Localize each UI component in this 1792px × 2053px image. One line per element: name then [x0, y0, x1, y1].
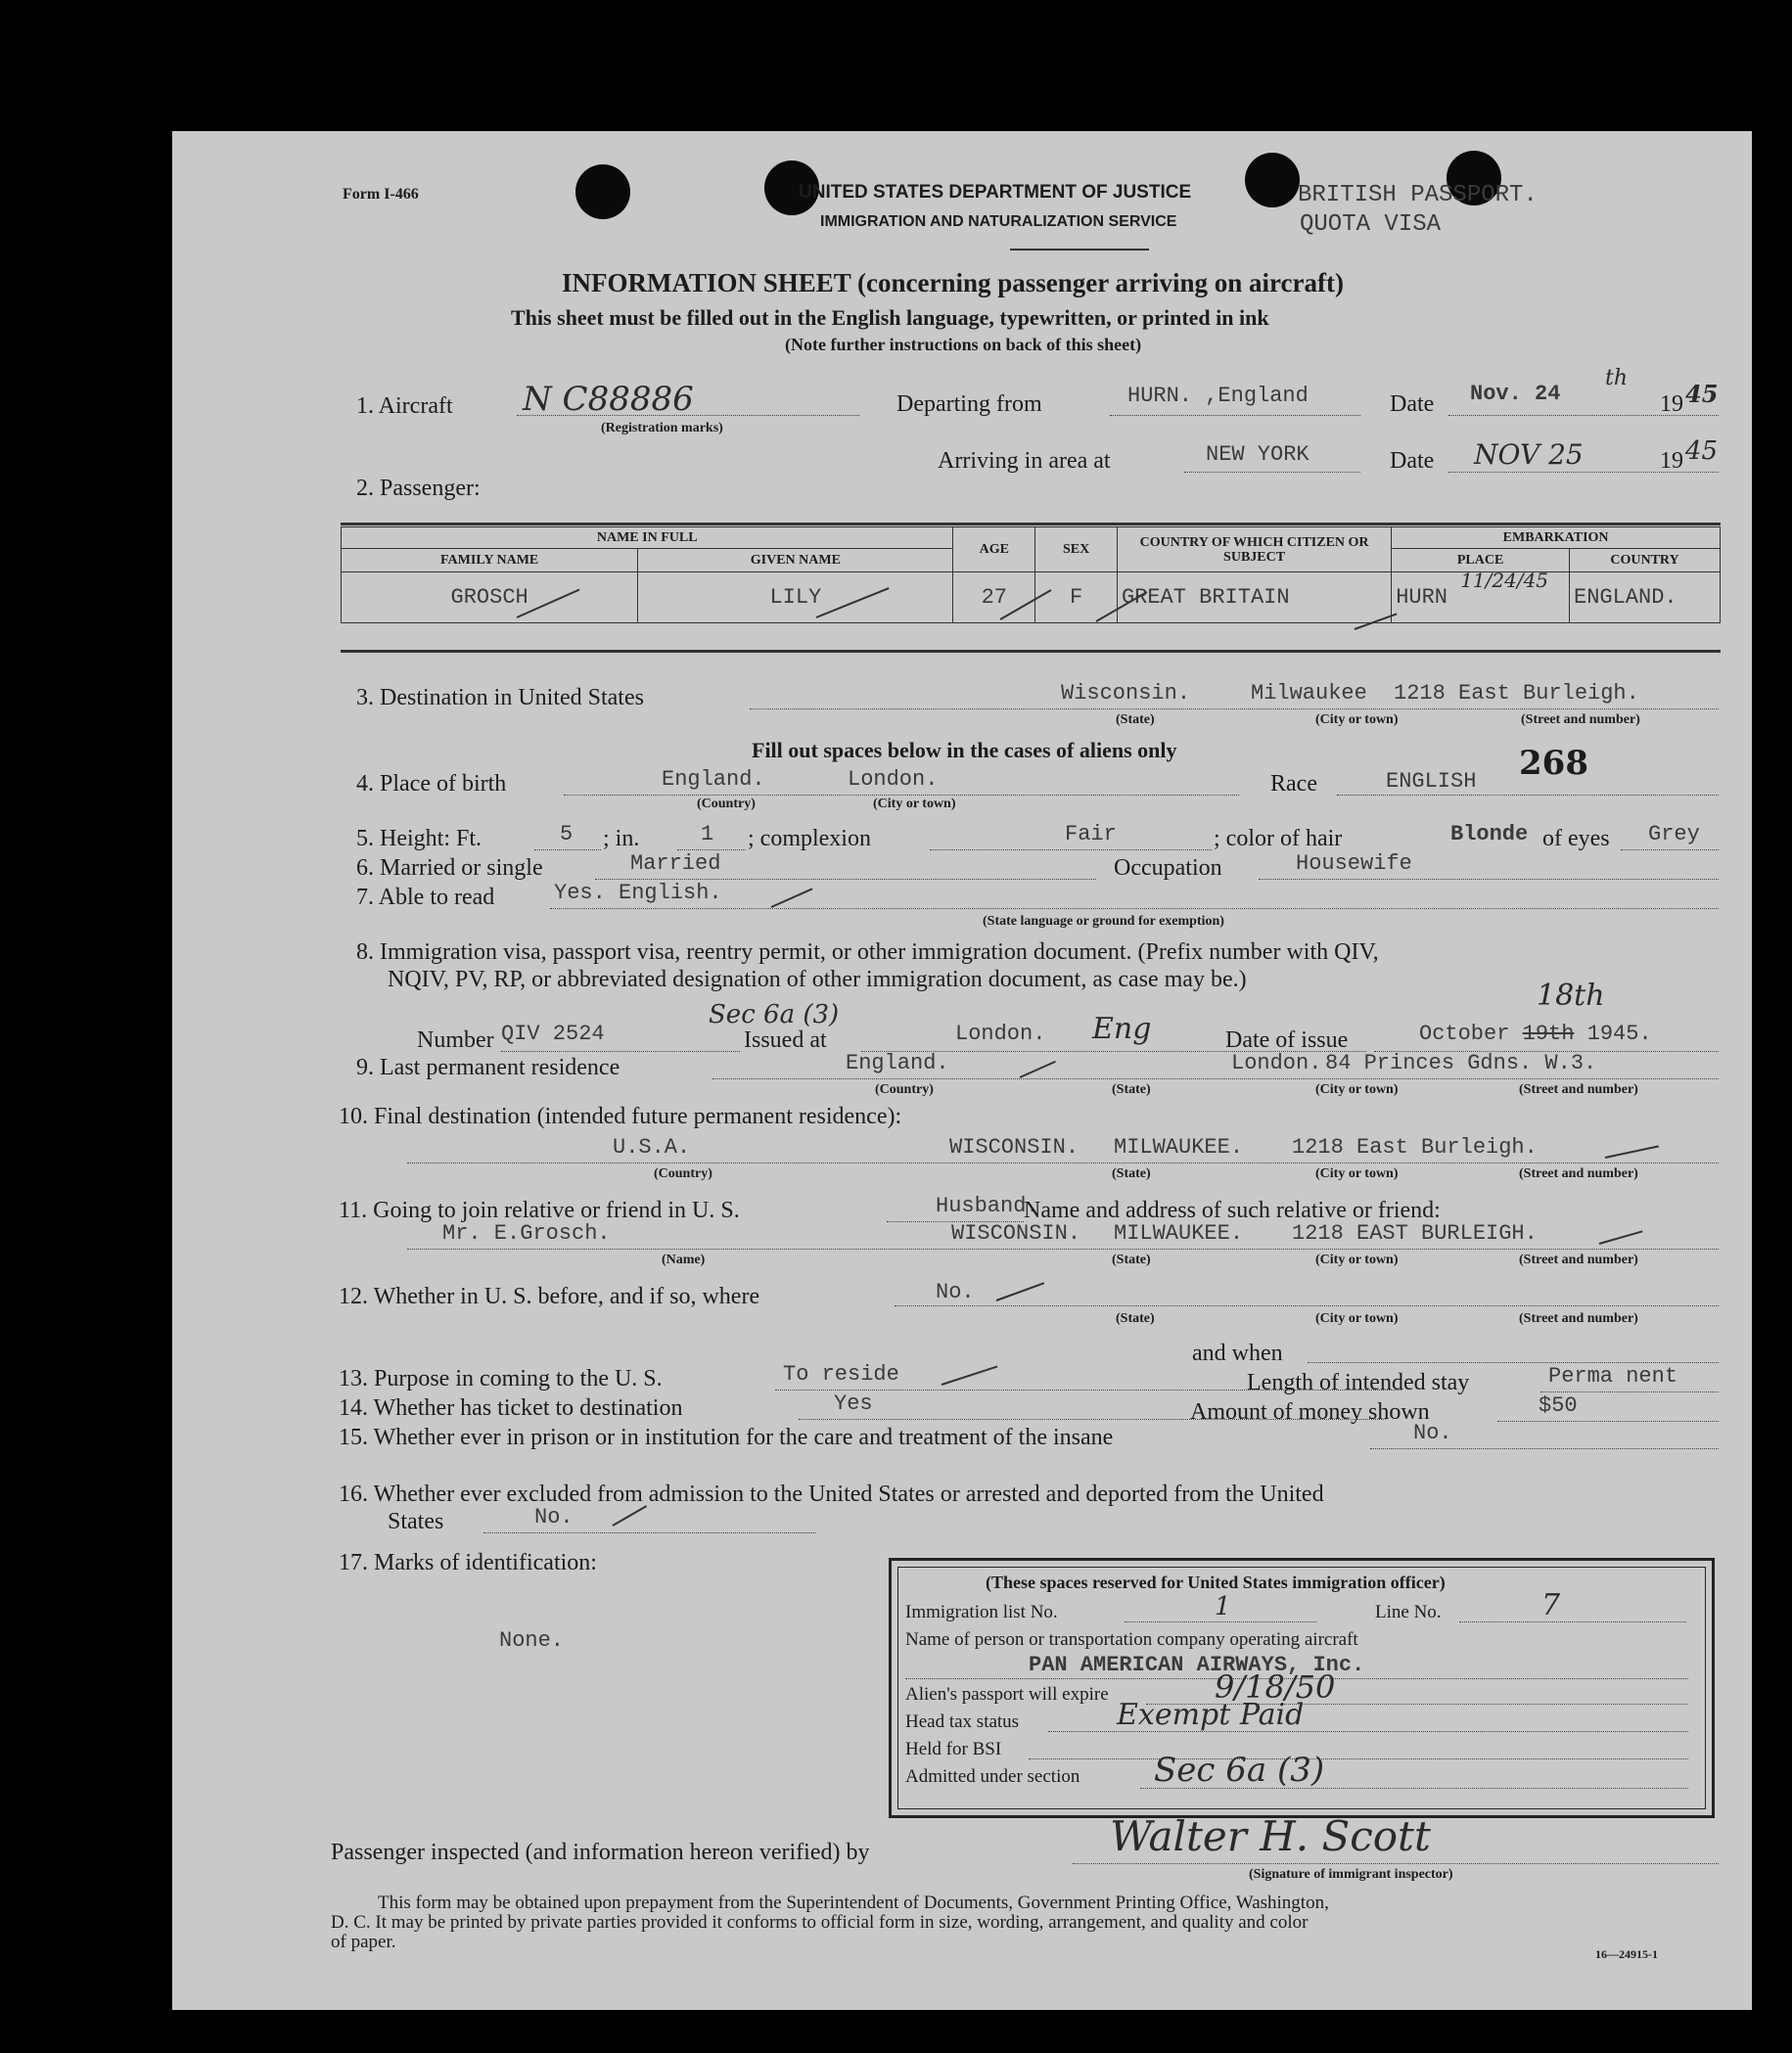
read-caption: (State language or ground for exemption) [983, 914, 1224, 929]
footer-line-1: This form may be obtained upon prepayment from the Superintendent of Documents, Government Printing Office, Washington, [378, 1893, 1329, 1913]
caption-city: (City or town) [1315, 1166, 1399, 1181]
caption-state: (State) [1116, 1311, 1155, 1326]
relative-street: 1218 EAST BURLEIGH. [1292, 1221, 1538, 1246]
height-label: 5. Height: Ft. [356, 826, 482, 851]
section-label: Admitted under section [905, 1766, 1080, 1787]
arrival-year-prefix: 19 [1660, 448, 1683, 474]
bsi-label: Held for BSI [905, 1739, 1002, 1759]
passenger-label: 2. Passenger: [356, 476, 481, 501]
caption-city: (City or town) [1315, 1253, 1399, 1267]
service: IMMIGRATION AND NATURALIZATION SERVICE [820, 213, 1177, 230]
citizen-country-cell: GREAT BRITAIN [1117, 572, 1391, 623]
head-tax-label: Head tax status [905, 1711, 1020, 1732]
page-note: (Note further instructions on back of this sheet) [785, 335, 1142, 354]
typed-note-quota: QUOTA VISA [1300, 211, 1442, 238]
embarkation-header: EMBARKATION [1392, 527, 1721, 549]
residence-city: London. [1231, 1051, 1322, 1075]
caption-street: (Street and number) [1519, 1166, 1638, 1181]
visa-number: QIV 2524 [501, 1022, 605, 1046]
eyes-label: of eyes [1542, 826, 1610, 851]
officer-box-heading: (These spaces reserved for United States immigration officer) [986, 1573, 1446, 1592]
visa-number-note: Sec 6a (3) [709, 1000, 840, 1029]
issued-hand: Eng [1092, 1012, 1152, 1046]
final-state: WISCONSIN. [949, 1135, 1080, 1160]
inspected-label: Passenger inspected (and information hereon verified) by [331, 1840, 870, 1865]
date-of-issue [1419, 1022, 1652, 1046]
department: UNITED STATES DEPARTMENT OF JUSTICE [799, 182, 1192, 203]
departure-date: Nov. 24 [1470, 382, 1561, 406]
residence-country: England. [846, 1051, 949, 1075]
previous-visit-label: 12. Whether in U. S. before, and if so, where [339, 1284, 760, 1309]
footer-line-3: of paper. [331, 1932, 396, 1952]
passport-expire-value: 9/18/50 [1215, 1668, 1336, 1706]
arrival-year: 45 [1685, 436, 1719, 466]
departing-value: HURN. ,England [1127, 384, 1309, 408]
race-note: 268 [1519, 744, 1588, 783]
name-in-full-header: NAME IN FULL [342, 527, 953, 549]
aircraft-value: N C88886 [523, 380, 694, 419]
identification-value: None. [499, 1628, 565, 1653]
departure-date-suffix: th [1605, 366, 1629, 390]
ticket-value: Yes [834, 1391, 873, 1416]
list-no-value: 1 [1215, 1592, 1231, 1621]
join-relative-label: 11. Going to join relative or friend in U. S. [339, 1198, 740, 1223]
visa-number-label: Number [417, 1027, 494, 1053]
embark-place-value: HURN [1396, 585, 1447, 610]
family-name-header: FAMILY NAME [342, 549, 638, 572]
section-value: Sec 6a (3) [1154, 1751, 1325, 1790]
head-tax-value: Exempt Paid [1117, 1698, 1305, 1732]
departure-year: 45 [1685, 380, 1719, 408]
relative-address-label: Name and address of such relative or friend: [1024, 1198, 1441, 1223]
excluded-value: No. [534, 1505, 574, 1529]
aliens-heading: Fill out spaces below in the cases of aliens only [752, 738, 1177, 762]
excluded-label-2: States [388, 1509, 444, 1534]
birth-label: 4. Place of birth [356, 771, 507, 797]
sex-header: SEX [1035, 527, 1118, 572]
departing-label: Departing from [896, 391, 1042, 417]
passenger-table [341, 526, 1721, 623]
caption-state: (State) [1116, 712, 1155, 727]
arrival-date: NOV 25 [1474, 438, 1584, 471]
destination-state: Wisconsin. [1061, 681, 1191, 706]
caption-state: (State) [1112, 1082, 1151, 1097]
birth-country: England. [662, 767, 765, 792]
caption-street: (Street and number) [1519, 1253, 1638, 1267]
caption-state: (State) [1112, 1166, 1151, 1181]
relative-city: MILWAUKEE. [1114, 1221, 1244, 1246]
money-label: Amount of money shown [1190, 1399, 1430, 1425]
occupation-value: Housewife [1296, 851, 1412, 876]
caption-city: (City or town) [1315, 1311, 1399, 1326]
date-of-issue-label: Date of issue [1225, 1027, 1349, 1053]
stay-value: Perma nent [1548, 1364, 1678, 1389]
line-no-label: Line No. [1375, 1602, 1442, 1622]
visa-text-2: NQIV, PV, RP, or abbreviated designation of other immigration document, as case may be.) [388, 967, 1247, 992]
caption-street: (Street and number) [1521, 712, 1640, 727]
caption-street: (Street and number) [1519, 1082, 1638, 1097]
caption-street: (Street and number) [1519, 1311, 1638, 1326]
footer-line-2: D. C. It may be printed by private parties provided it conforms to official form in size, wording, arrangement, and quality and color [331, 1912, 1309, 1933]
departure-year-prefix: 19 [1660, 391, 1683, 417]
arriving-label: Arriving in area at [938, 448, 1111, 474]
caption-country: (Country) [875, 1082, 934, 1097]
doi-hand-correction: 18th [1537, 979, 1605, 1013]
header-rule [1010, 249, 1149, 251]
caption-state: (State) [1112, 1253, 1151, 1267]
company-label: Name of person or transportation company operating aircraft [905, 1629, 1358, 1650]
hair-value: Blonde [1450, 822, 1529, 846]
doi-year: 1945. [1586, 1022, 1652, 1046]
issued-label: Issued at [744, 1027, 827, 1053]
caption-city: (City or town) [1315, 1082, 1399, 1097]
embark-country-cell: ENGLAND. [1570, 572, 1721, 623]
ticket-label: 14. Whether has ticket to destination [339, 1395, 683, 1421]
form-code: 16—24915-1 [1595, 1947, 1658, 1961]
arriving-value: NEW YORK [1206, 442, 1310, 467]
residence-street: 84 Princes Gdns. W.3. [1325, 1051, 1597, 1075]
age-cell: 27 [953, 572, 1035, 623]
aircraft-label: 1. Aircraft [356, 393, 453, 419]
stay-label: Length of intended stay [1247, 1370, 1470, 1395]
inches-label: ; in. [603, 826, 640, 851]
hair-label: ; color of hair [1214, 826, 1343, 851]
line-no-value: 7 [1541, 1588, 1561, 1622]
form-sheet [172, 131, 1752, 2010]
occupation-label: Occupation [1114, 855, 1222, 881]
typed-note-passport: BRITISH PASSPORT. [1298, 182, 1538, 208]
inspector-signature: Walter H. Scott [1110, 1812, 1431, 1860]
purpose-label: 13. Purpose in coming to the U. S. [339, 1366, 663, 1391]
arrival-date-label: Date [1390, 448, 1435, 474]
punch-hole-3 [1245, 153, 1300, 207]
page-subtitle: This sheet must be filled out in the English language, typewritten, or printed in ink [511, 305, 1269, 330]
final-city: MILWAUKEE. [1114, 1135, 1244, 1160]
destination-city: Milwaukee [1251, 681, 1367, 706]
place-header: PLACE [1392, 549, 1570, 572]
officer-box [889, 1558, 1715, 1818]
caption-city: (City or town) [1315, 712, 1399, 727]
passport-expire-label: Alien's passport will expire [905, 1684, 1109, 1705]
join-relative-value: Husband. [936, 1194, 1039, 1218]
country-header: COUNTRY OF WHICH CITIZEN OR SUBJECT [1117, 527, 1391, 572]
given-name-header: GIVEN NAME [638, 549, 953, 572]
read-value: Yes. English. [554, 881, 722, 905]
previous-visit-value: No. [936, 1280, 975, 1304]
destination-street: 1218 East Burleigh. [1394, 681, 1639, 706]
departure-date-label: Date [1390, 391, 1435, 417]
final-country: U.S.A. [613, 1135, 691, 1160]
marital-label: 6. Married or single [356, 855, 543, 881]
caption-country: (Country) [654, 1166, 712, 1181]
family-name-cell: GROSCH [342, 572, 638, 623]
read-label: 7. Able to read [356, 885, 495, 910]
country-embark-header: COUNTRY [1570, 549, 1721, 572]
purpose-value: To reside [783, 1362, 899, 1387]
race-value: ENGLISH [1386, 769, 1477, 794]
destination-label: 3. Destination in United States [356, 685, 644, 710]
visa-text-1: 8. Immigration visa, passport visa, reentry permit, or other immigration document. (Prefix number with QIV, [356, 939, 1379, 965]
race-label-text: Race [1270, 771, 1317, 797]
form-number: Form I-466 [343, 186, 419, 203]
company-value: PAN AMERICAN AIRWAYS, Inc. [1029, 1653, 1365, 1677]
given-name-cell: LILY [638, 572, 953, 623]
registration-caption: (Registration marks) [601, 421, 723, 435]
caption-city: (City or town) [873, 797, 956, 811]
page-title: INFORMATION SHEET (concerning passenger arriving on aircraft) [562, 268, 1344, 297]
height-feet: 5 [560, 822, 574, 846]
doi-month: October [1419, 1022, 1510, 1046]
embark-place-note: 11/24/45 [1460, 569, 1549, 592]
marital-value: Married [630, 851, 721, 876]
caption-country: (Country) [697, 797, 756, 811]
prison-value: No. [1413, 1421, 1452, 1445]
excluded-label: 16. Whether ever excluded from admission to the United States or arrested and deported from the United [339, 1482, 1324, 1507]
punch-hole-1 [575, 164, 630, 219]
height-inches: 1 [701, 822, 714, 846]
money-value: $50 [1539, 1393, 1578, 1418]
signature-caption: (Signature of immigrant inspector) [1249, 1867, 1453, 1882]
final-street: 1218 East Burleigh. [1292, 1135, 1538, 1160]
doi-struck-day: 19th [1522, 1022, 1575, 1046]
relative-name: Mr. E.Grosch. [442, 1221, 611, 1246]
birth-city: London. [848, 767, 939, 792]
list-no-label: Immigration list No. [905, 1602, 1058, 1622]
residence-label: 9. Last permanent residence [356, 1055, 620, 1080]
complexion-label: ; complexion [748, 826, 871, 851]
embark-place-cell [1392, 569, 1570, 623]
prison-label: 15. Whether ever in prison or in institution for the care and treatment of the insane [339, 1425, 1114, 1450]
eyes-value: Grey [1648, 822, 1700, 846]
when-label: and when [1192, 1341, 1283, 1366]
sex-cell: F [1035, 572, 1118, 623]
issued-value: London. [955, 1022, 1046, 1046]
identification-label: 17. Marks of identification: [339, 1550, 597, 1575]
caption-name: (Name) [662, 1253, 706, 1267]
age-header: AGE [953, 527, 1035, 572]
relative-state: WISCONSIN. [951, 1221, 1081, 1246]
final-destination-label: 10. Final destination (intended future permanent residence): [339, 1104, 902, 1129]
table-row [342, 572, 1721, 623]
complexion-value: Fair [1065, 822, 1117, 846]
